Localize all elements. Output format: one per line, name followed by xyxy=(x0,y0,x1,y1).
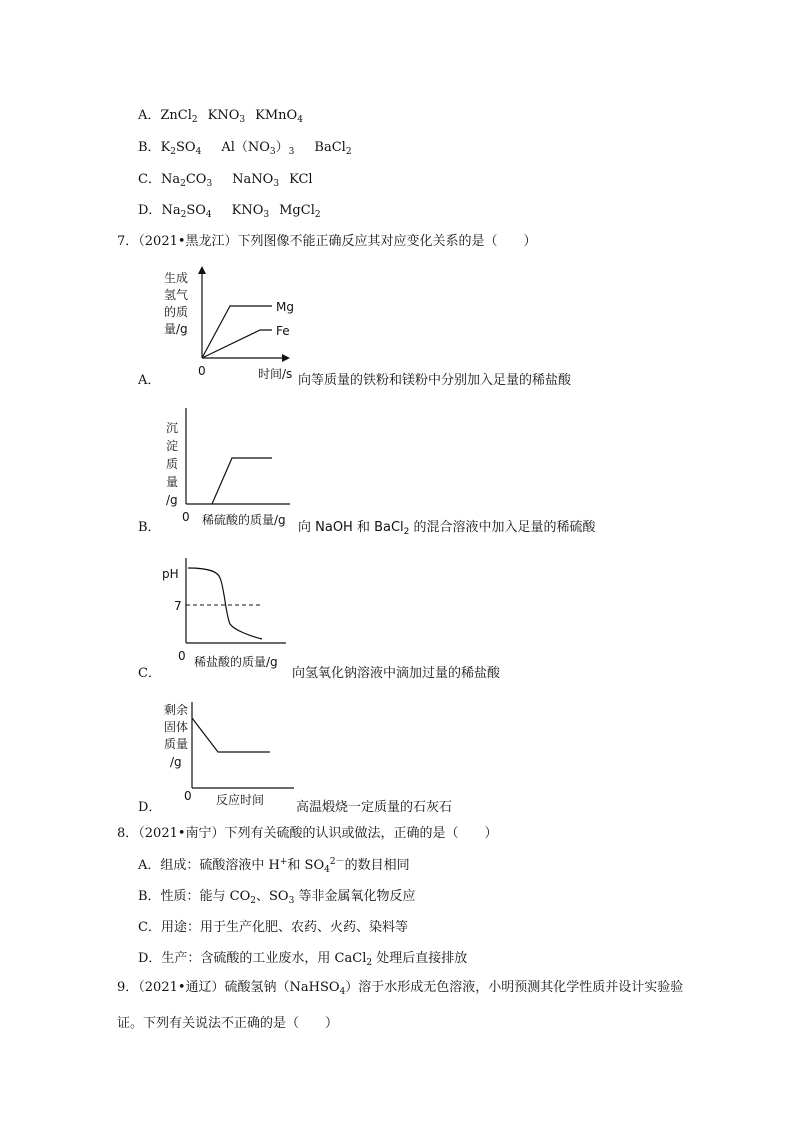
q7-option-d-label: D． xyxy=(138,800,162,815)
graph-d-curve xyxy=(192,718,270,752)
q7-option-a-label: A． xyxy=(138,373,161,388)
graph-a-xlabel: 时间/s xyxy=(258,367,293,381)
graph-c-origin: 0 xyxy=(178,649,186,663)
q7-option-d-caption: 高温煅烧一定质量的石灰石 xyxy=(296,800,453,815)
graph-a xyxy=(160,262,310,382)
q7-stem: 7．（2021•黑龙江）下列图像不能正确反应其对应变化关系的是（ ） xyxy=(117,234,537,249)
graph-b-ylabel-3: 质 xyxy=(166,457,179,471)
graph-c-curve xyxy=(188,568,262,639)
q7-option-c-label: C． xyxy=(138,666,161,681)
q8-option-c: C．用途：用于生产化肥、农药、火药、染料等 xyxy=(138,920,408,935)
graph-c xyxy=(160,556,320,674)
q7-option-b-caption: 向 NaOH 和 BaCl$_2$ 的混合溶液中加入足量的稀硫酸 xyxy=(298,520,596,537)
q8-option-a: A．组成：硫酸溶液中 H+和 $SO_4^{2-}$的数目相同 xyxy=(138,857,410,875)
graph-a-ylabel-1: 生成 xyxy=(164,271,189,285)
graph-d-ylabel-1: 剩余 xyxy=(164,703,189,717)
graph-b-xlabel: 稀硫酸的质量/g xyxy=(202,513,286,527)
graph-a-y-arrow xyxy=(198,266,206,274)
q6-option-a: A．ZnCl$_2$ $KNO_3$ KMnO$_4$ xyxy=(138,108,303,125)
graph-c-ref-label: 7 xyxy=(174,599,182,613)
q8-option-b: B．性质：能与 $CO_2$、$SO_3$ 等非金属氧化物反应 xyxy=(138,889,416,906)
graph-b-curve xyxy=(212,458,272,504)
q9-stem: 9．（2021•通辽）硫酸氢钠（NaHSO$_4$）溶于水形成无色溶液，小明预测其化学性质并设计实验验证。下列有关说法不正确的是（ ） xyxy=(117,980,684,1031)
q6-option-c: C．$Na_2CO_3$ NaNO$_3$ KCl xyxy=(138,172,313,189)
graph-c-xlabel: 稀盐酸的质量/g xyxy=(194,655,278,669)
graph-d-ylabel-4: /g xyxy=(170,755,182,769)
graph-d-origin: 0 xyxy=(184,789,192,803)
q6-option-d: D．$Na_2SO_4$ $KNO_3$ MgCl$_2$ xyxy=(138,203,321,220)
q8-option-d: D．生产：含硫酸的工业废水，用 CaCl$_2$ 处理后直接排放 xyxy=(138,951,468,968)
graph-a-x-arrow xyxy=(282,354,290,362)
graph-b-origin: 0 xyxy=(182,510,190,524)
graph-b-ylabel-1: 沉 xyxy=(166,421,179,435)
q7-option-c-caption: 向氢氧化钠溶液中滴加过量的稀盐酸 xyxy=(292,666,501,681)
graph-b xyxy=(160,408,310,530)
graph-a-ylabel-3: 的质 xyxy=(164,305,189,319)
graph-d-ylabel-2: 固体 xyxy=(164,720,189,734)
graph-b-ylabel-5: /g xyxy=(166,493,178,507)
graph-b-ylabel-2: 淀 xyxy=(166,439,179,453)
graph-a-curve-mg xyxy=(202,306,272,358)
q7-option-a-caption: 向等质量的铁粉和镁粉中分别加入足量的稀盐酸 xyxy=(298,373,572,388)
graph-d-ylabel-3: 质量 xyxy=(164,737,189,751)
graph-d-xlabel: 反应时间 xyxy=(216,793,265,807)
graph-a-label-mg: Mg xyxy=(276,300,294,314)
graph-a-curve-fe xyxy=(202,330,272,358)
graph-d xyxy=(160,698,310,810)
graph-a-ylabel-4: 量/g xyxy=(164,322,188,336)
q6-option-b: B．$K_2SO_4$ $Al(NO_3)_3$ BaCl$_2$ xyxy=(138,140,352,157)
graph-a-label-fe: Fe xyxy=(276,324,290,338)
graph-a-origin: 0 xyxy=(198,364,206,378)
q8-stem: 8．（2021•南宁）下列有关硫酸的认识或做法，正确的是（ ） xyxy=(117,826,498,841)
graph-c-ylabel: pH xyxy=(162,567,179,581)
graph-a-ylabel-2: 氢气 xyxy=(164,288,189,302)
q7-option-b-label: B． xyxy=(138,520,161,535)
graph-b-ylabel-4: 量 xyxy=(166,475,179,489)
